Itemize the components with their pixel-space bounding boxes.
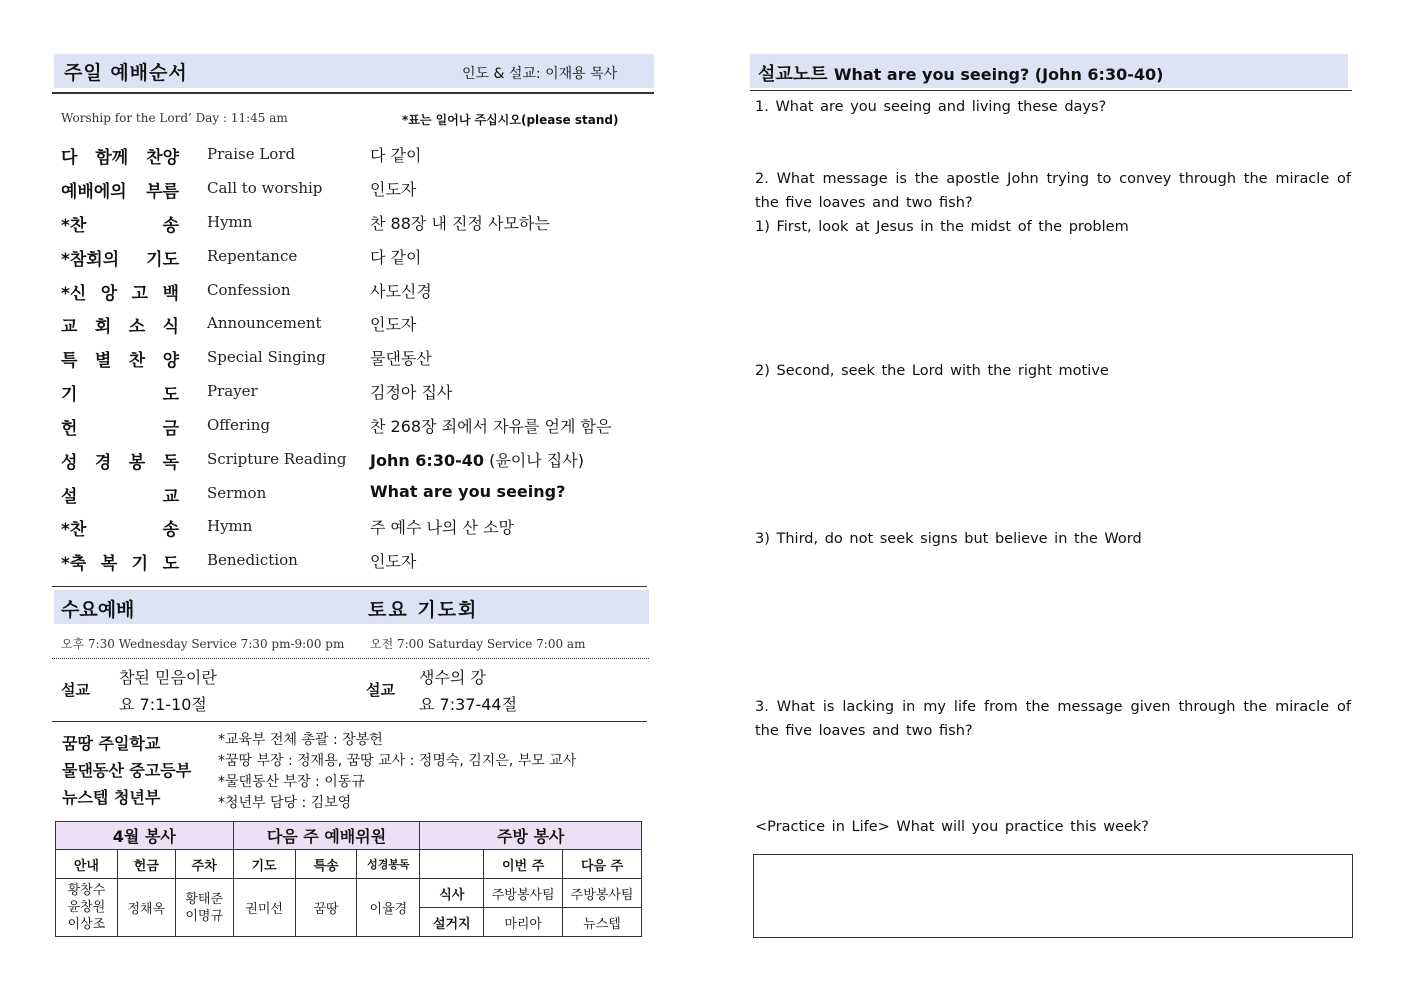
meal-this-week: 주방봉사팀 [484,879,563,908]
col-prayer: 기도 [233,850,295,879]
order-item-en: Hymn [207,213,253,231]
saturday-sermon-label: 설교 [366,681,395,699]
sermon-title: What are you seeing? [370,482,566,501]
order-item-value: 주 예수 나의 산 소망 [370,518,514,537]
col-offering: 헌금 [117,850,175,879]
order-item-value [370,482,565,501]
question-3: 3. What is lacking in my life from the message given through the miracle of the five loaves and two fish? [755,699,1351,739]
col-reading: 성경봉독 [357,850,420,879]
header-divider [750,90,1352,91]
order-item-ko: 특 별 찬 양 [61,351,179,371]
order-item-value: 인도자 [370,180,417,199]
order-title: 주일 예배순서 [64,62,188,84]
section-divider [52,721,647,722]
order-item-en: Call to worship [207,179,323,197]
usher-name: 황창수 [67,883,106,898]
order-item-ko: 다 함께 찬양 [61,148,179,168]
order-item-value: 사도신경 [370,282,432,301]
service-table [55,821,642,937]
sermon-note-title-ko: 설교노트 [758,64,828,85]
order-item-ko: 설 교 [61,487,179,507]
order-item-value: 김정아 집사 [370,383,453,402]
sermon-note-title [758,60,1163,86]
order-item-ko: 헌 금 [61,419,179,439]
prayer-cell: 권미선 [233,879,295,937]
col-parking: 주차 [175,850,233,879]
point-2: 2) Second, seek the Lord with the right motive [755,363,1109,379]
table-header-next-week: 다음 주 예배위원 [233,822,420,850]
order-item-en: Scripture Reading [207,450,347,468]
saturday-time: 오전 7:00 Saturday Service 7:00 am [370,637,586,651]
leader-text: 인도 & 설교: 이재용 목사 [462,66,618,82]
practice-prompt: <Practice in Life> What will you practice this week? [755,819,1150,835]
point-3: 3) Third, do not seek signs but believe in the Word [755,531,1142,547]
order-item-ko: 교 회 소 식 [61,317,179,337]
order-item-en: Sermon [207,484,267,502]
parking-cell [175,879,233,937]
usher-cell [56,879,118,937]
order-item-en: Repentance [207,247,298,265]
meal-next-week: 주방봉사팀 [563,879,642,908]
scripture-reader: (윤이나 집사) [484,451,584,470]
order-item-ko: *찬 송 [61,216,179,236]
col-this-week: 이번 주 [484,850,563,879]
question-2: 2. What message is the apostle John trying to convey through the miracle of the five loaves and two fish? [755,171,1351,211]
dotted-divider [52,658,649,659]
sermon-note-title-en: What are you seeing? (John 6:30-40) [833,65,1164,84]
wednesday-title: 수요예배 [61,599,135,621]
order-item-value: 인도자 [370,552,417,571]
parking-name: 황태준 [185,891,224,907]
saturday-sermon-ref: 요 7:37-44절 [419,695,518,714]
header-divider [52,92,654,94]
order-item-en: Offering [207,416,271,434]
worship-time: Worship for the Lord’ Day : 11:45 am [61,111,288,125]
scripture-ref: John 6:30-40 [370,451,484,470]
saturday-sermon-title: 생수의 강 [419,668,486,687]
col-special: 특송 [295,850,357,879]
order-item-en: Confession [207,281,291,299]
order-item-ko: 기 도 [61,385,179,405]
dishes-this-week: 마리아 [484,908,563,937]
meal-label: 식사 [420,879,484,908]
point-1: 1) First, look at Jesus in the midst of the problem [755,219,1129,235]
wednesday-sermon-title: 참된 믿음이란 [119,668,217,687]
order-item-ko: *참회의 기도 [61,250,179,270]
order-item-value: 찬 88장 내 진정 사모하는 [370,214,550,233]
order-item-value: 찬 268장 죄에서 자유를 얻게 함은 [370,417,612,436]
section-divider [52,586,647,587]
reading-cell: 이율경 [357,879,420,937]
dept-note: *물댄동산 부장 : 이동규 [218,774,365,790]
order-item-value: 인도자 [370,315,417,334]
usher-name: 윤창원 [67,900,106,915]
stand-note: *표는 일어나 주십시오(please stand) [402,113,619,127]
parking-name: 이명규 [185,908,224,924]
order-item-ko: *축 복 기 도 [61,554,179,574]
table-header-kitchen: 주방 봉사 [420,822,642,850]
order-item-value: 다 같이 [370,248,422,267]
dishes-next-week: 뉴스텝 [563,908,642,937]
col-next-week: 다음 주 [563,850,642,879]
dishes-label: 설거지 [420,908,484,937]
dept-sunday-school: 꿈땅 주일학교 [62,734,161,753]
wednesday-sermon-ref: 요 7:1-10절 [119,695,207,714]
dept-note: *청년부 담당 : 김보영 [218,795,352,811]
offering-cell: 정채옥 [117,879,175,937]
order-item-en: Special Singing [207,348,326,366]
special-cell: 꿈땅 [295,879,357,937]
col-blank [420,850,484,879]
practice-answer-box[interactable] [753,854,1353,938]
wednesday-time: 오후 7:30 Wednesday Service 7:30 pm-9:00 pm [61,637,345,651]
dept-youth: 물댄동산 중고등부 [62,761,192,780]
order-item-value: 다 같이 [370,146,422,165]
dept-note: *꿈땅 부장 : 정재용, 꿈땅 교사 : 정명숙, 김지은, 부모 교사 [218,753,577,769]
order-item-en: Hymn [207,517,253,535]
question-1: 1. What are you seeing and living these days? [755,99,1107,115]
usher-name: 이상조 [67,917,106,932]
order-item-en: Prayer [207,382,258,400]
order-item-value [370,448,584,471]
order-item-value: 물댄동산 [370,349,432,368]
order-item-ko: 성 경 봉 독 [61,453,179,473]
saturday-title: 토요 기도회 [368,599,479,621]
col-usher: 안내 [56,850,118,879]
order-item-en: Announcement [207,314,322,332]
dept-note: *교육부 전체 총괄 : 장봉헌 [218,732,383,748]
order-item-en: Praise Lord [207,145,296,163]
order-item-ko: 예배에의 부름 [61,182,179,202]
order-item-ko: *찬 송 [61,520,179,540]
order-item-ko: *신 앙 고 백 [61,284,179,304]
weekday-header-band [54,590,649,624]
order-item-en: Benediction [207,551,298,569]
table-header-april: 4월 봉사 [56,822,234,850]
dept-young-adults: 뉴스텝 청년부 [62,788,161,807]
wednesday-sermon-label: 설교 [61,681,90,699]
